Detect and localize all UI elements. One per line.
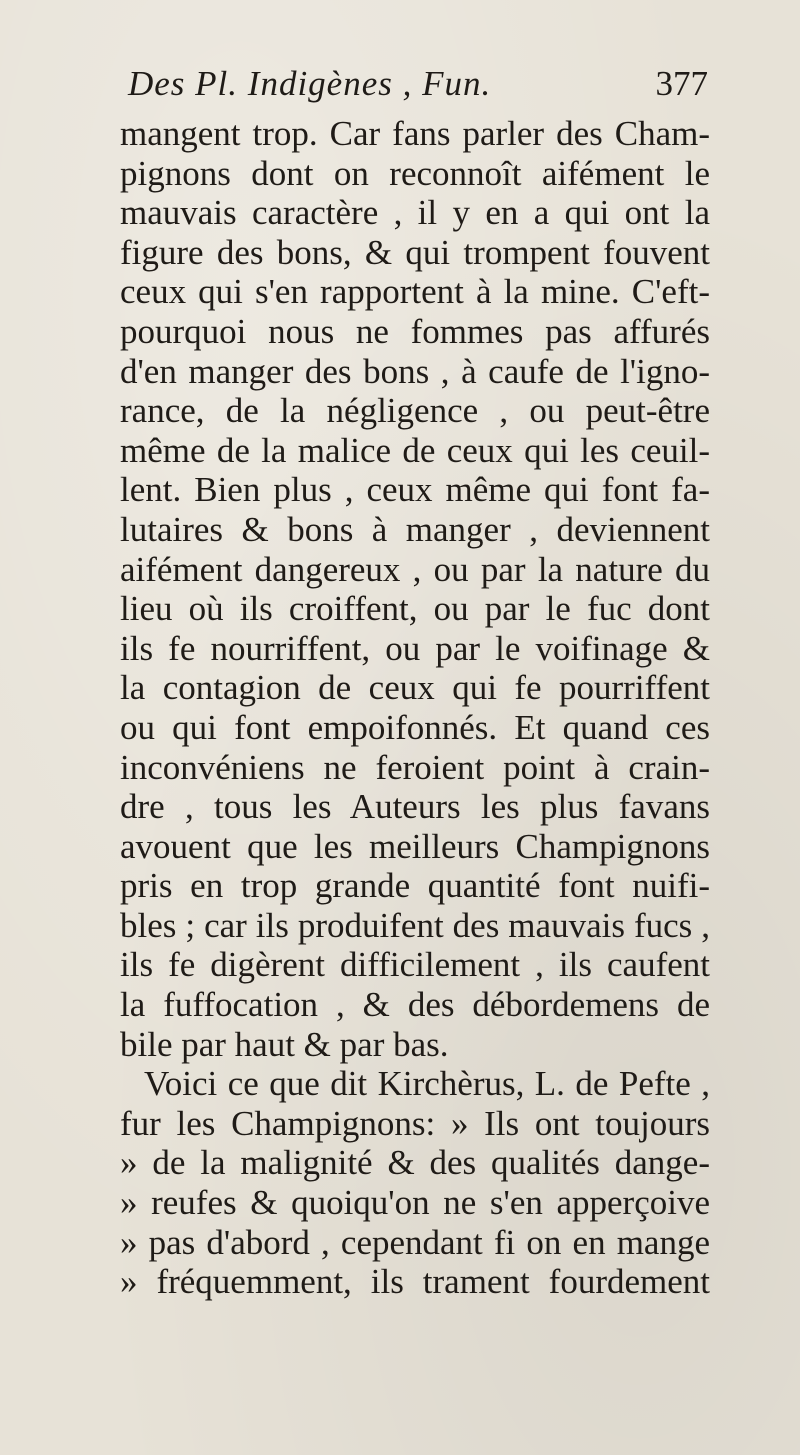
text-line: ils fe digèrent difficilement , ils caufent <box>120 945 710 985</box>
text-line: pignons dont on reconnoît aifément le <box>120 153 710 193</box>
text-line: inconvéniens ne feroient point à crain- <box>120 747 710 787</box>
text-line: figure des bons, & qui trompent fouvent <box>120 232 710 272</box>
text-line: dre , tous les Auteurs les plus favans <box>120 787 710 827</box>
text-line: fur les Champignons: » Ils ont toujours <box>120 1103 710 1143</box>
text-line: la contagion de ceux qui fe pourriffent <box>120 668 710 708</box>
text-line: » fréquemment, ils trament fourdement <box>120 1262 710 1302</box>
text-line: aifément dangereux , ou par la nature du <box>120 549 710 589</box>
text-line: ceux qui s'en rapportent à la mine. C'eft- <box>120 272 710 312</box>
text-line: avouent que les meilleurs Champignons <box>120 826 710 866</box>
text-line: » reufes & quoiqu'on ne s'en apperçoive <box>120 1183 710 1223</box>
text-line: la fuffocation , & des débordemens de <box>120 985 710 1025</box>
page-number: 377 <box>655 64 708 103</box>
text-line: bile par haut & par bas. <box>120 1024 449 1064</box>
text-line: ils fe nourriffent, ou par le voifinage & <box>120 628 710 668</box>
text-line: Voici ce que dit Kirchèrus, L. de Pefte , <box>144 1064 710 1104</box>
text-line: bles ; car ils produifent des mauvais fucs , <box>120 905 710 945</box>
text-line: lent. Bien plus , ceux même qui font fa- <box>120 470 710 510</box>
text-line: » pas d'abord , cependant fi on en mange <box>120 1222 710 1262</box>
text-line: pris en trop grande quantité font nuifi- <box>120 866 710 906</box>
text-line: rance, de la négligence , ou peut-être <box>120 391 710 431</box>
text-line: mangent trop. Car fans parler des Cham- <box>120 114 710 153</box>
text-line: mauvais caractère , il y en a qui ont la <box>120 193 710 233</box>
text-line: lieu où ils croiffent, ou par le fuc dont <box>120 589 710 629</box>
text-line: lutaires & bons à manger , deviennent <box>120 509 710 549</box>
text-line: même de la malice de ceux qui les ceuil- <box>120 430 710 470</box>
running-head: Des Pl. Indigènes , Fun. <box>128 64 492 103</box>
text-line: » de la malignité & des qualités dange- <box>120 1143 710 1183</box>
text-line: pourquoi nous ne fommes pas affurés <box>120 311 710 351</box>
page-header <box>128 64 708 110</box>
body-text <box>120 114 710 1302</box>
text-line: ou qui font empoifonnés. Et quand ces <box>120 707 710 747</box>
text-line: d'en manger des bons , à caufe de l'igno- <box>120 351 710 391</box>
